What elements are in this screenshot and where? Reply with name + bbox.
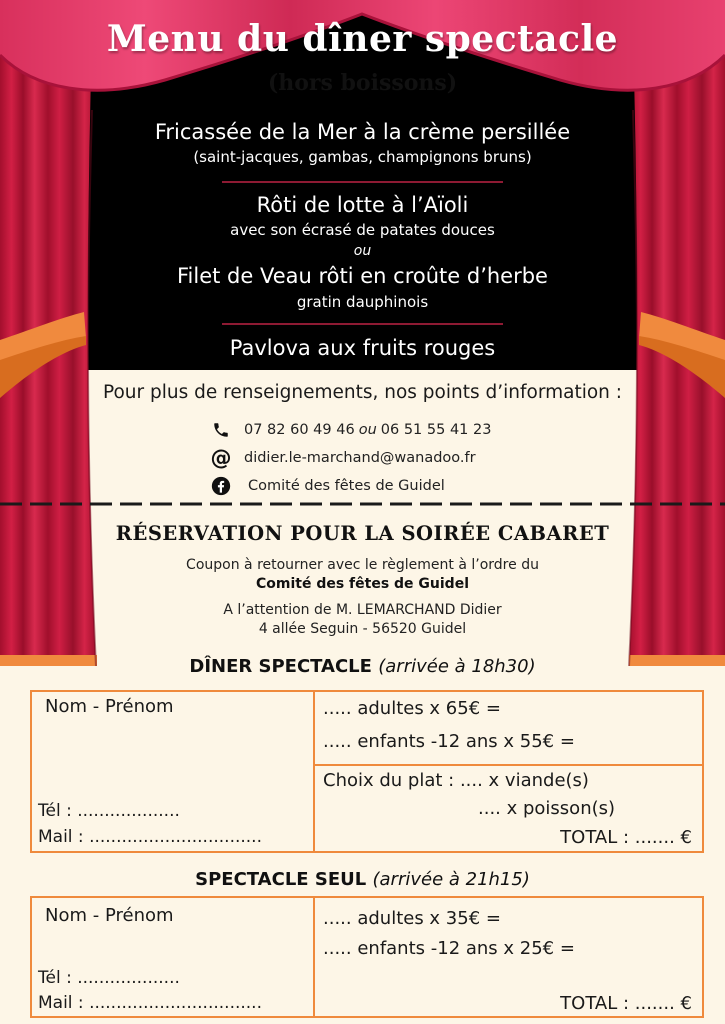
main1-name: Rôti de lotte à l’Aïoli <box>256 193 469 217</box>
phone-b: 06 51 55 41 23 <box>380 422 492 438</box>
show-heading-label: SPECTACLE SEUL <box>195 869 367 890</box>
diner-arrival: (arrivée à 18h30) <box>378 656 536 677</box>
diner-total-field[interactable]: TOTAL : ....... € <box>560 827 692 848</box>
diner-form <box>30 690 704 853</box>
show-form <box>30 896 704 1018</box>
starter-name: Fricassée de la Mer à la crème persillée <box>154 120 571 144</box>
page-subtitle: (hors boissons) <box>267 70 458 96</box>
show-tel-field[interactable]: Tél : ................... <box>38 968 180 988</box>
facebook-text: Comité des fêtes de Guidel <box>248 478 445 494</box>
diner-children-field[interactable]: ..... enfants -12 ans x 55€ = <box>323 731 575 752</box>
email-text: didier.le-marchand@wanadoo.fr <box>244 450 476 466</box>
dessert-name: Pavlova aux fruits rouges <box>229 336 496 360</box>
coupon-org: Comité des fêtes de Guidel <box>255 576 469 592</box>
diner-adults-field[interactable]: ..... adultes x 65€ = <box>323 698 501 719</box>
show-adults-field[interactable]: ..... adultes x 35€ = <box>323 908 501 929</box>
info-facebook <box>210 475 445 497</box>
or-label: ou <box>353 243 372 259</box>
main2-name: Filet de Veau rôti en croûte d’herbe <box>177 264 548 288</box>
phone-icon <box>210 419 232 441</box>
attention-line: A l’attention de M. LEMARCHAND Didier <box>223 602 502 618</box>
show-total-field[interactable]: TOTAL : ....... € <box>560 993 692 1014</box>
info-title: Pour plus de renseignements, nos points d’information : <box>102 382 623 403</box>
main1-detail: avec son écrasé de patates douces <box>230 221 495 239</box>
show-arrival: (arrivée à 21h15) <box>372 869 530 890</box>
diner-choice-fish-field[interactable]: .... x poisson(s) <box>478 798 616 819</box>
diner-heading-label: DÎNER SPECTACLE <box>189 656 372 677</box>
page-title: Menu du dîner spectacle <box>106 18 619 60</box>
cut-line <box>0 502 725 506</box>
diner-tel-field[interactable]: Tél : ................... <box>38 801 180 821</box>
coupon-line: Coupon à retourner avec le règlement à l’ordre du <box>186 557 539 573</box>
phone-a: 07 82 60 49 46 <box>244 422 355 438</box>
reservation-title: RÉSERVATION POUR LA SOIRÉE CABARET <box>115 522 610 545</box>
show-children-field[interactable]: ..... enfants -12 ans x 25€ = <box>323 938 575 959</box>
show-heading <box>0 869 725 890</box>
menu-separator <box>222 181 503 183</box>
phone-or: ou <box>358 422 377 438</box>
info-phone <box>210 419 491 441</box>
diner-name-field[interactable]: Nom - Prénom <box>45 696 174 717</box>
show-mail-field[interactable]: Mail : ................................ <box>38 993 262 1013</box>
address-line: 4 allée Seguin - 56520 Guidel <box>258 621 467 637</box>
menu-separator <box>222 323 503 325</box>
facebook-icon <box>210 475 232 497</box>
diner-mail-field[interactable]: Mail : ................................ <box>38 827 262 847</box>
diner-heading <box>0 656 725 677</box>
starter-detail: (saint-jacques, gambas, champignons bruns) <box>193 148 532 166</box>
at-icon: @ <box>210 446 232 470</box>
main2-detail: gratin dauphinois <box>296 293 429 311</box>
show-name-field[interactable]: Nom - Prénom <box>45 905 174 926</box>
diner-choice-meat-field[interactable]: Choix du plat : .... x viande(s) <box>323 770 589 791</box>
info-email <box>210 447 476 469</box>
